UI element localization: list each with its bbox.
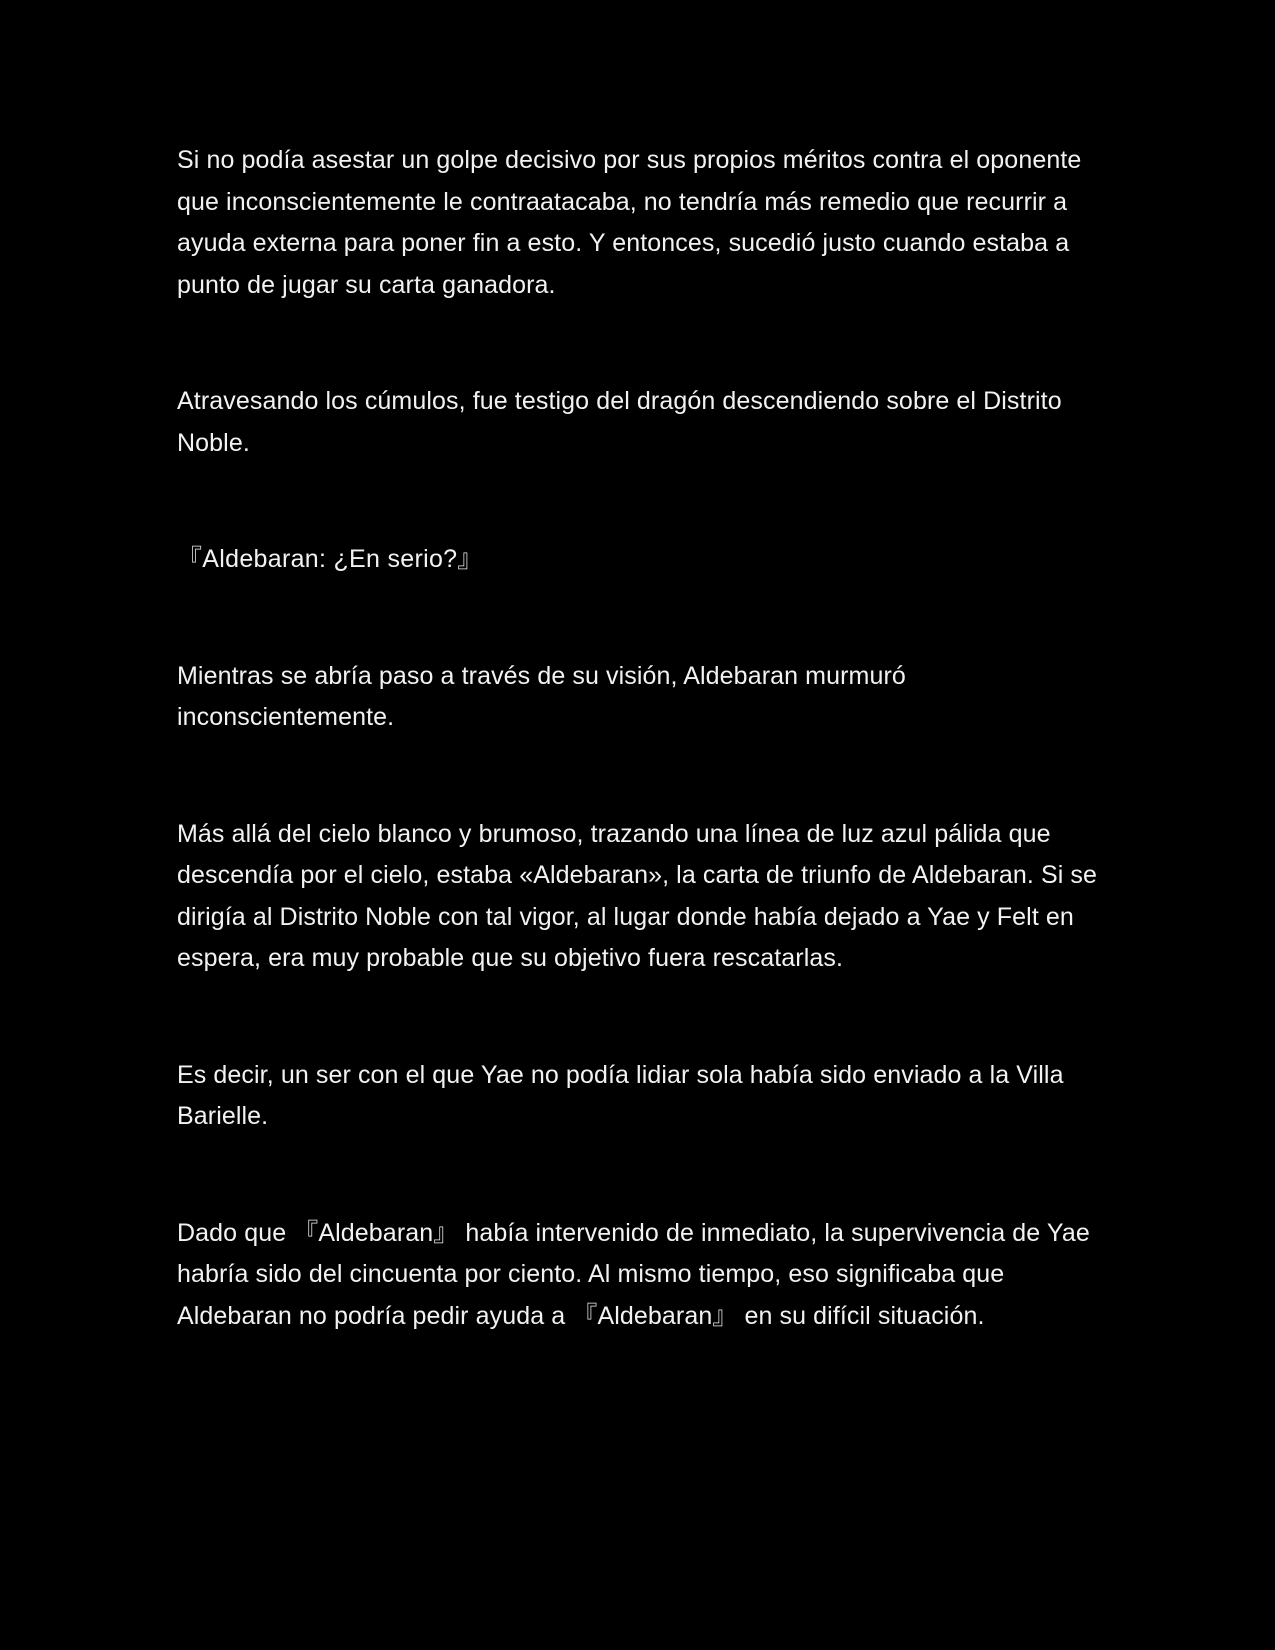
paragraph-2: Atravesando los cúmulos, fue testigo del dragón descendiendo sobre el Distrito Noble. — [177, 387, 1062, 457]
dialogue-line: 『Aldebaran: ¿En serio?』 — [177, 545, 483, 573]
paragraph-6: Es decir, un ser con el que Yae no podía lidiar sola había sido enviado a la Villa Barielle. — [177, 1060, 1064, 1130]
document-body — [177, 140, 1112, 1337]
paragraph-5: Más allá del cielo blanco y brumoso, trazando una línea de luz azul pálida que descendía por el cielo, estaba «Aldebaran», la carta de triunfo de Aldebaran. Si se dirigía al Distrito Noble con tal vigor, al lugar donde había dejado a Yae y Felt en espera, era muy probable que su objetivo fuera rescatarlas. — [177, 819, 1098, 972]
paragraph-4: Mientras se abría paso a través de su visión, Aldebaran murmuró inconscientemente. — [177, 661, 906, 731]
paragraph-1: Si no podía asestar un golpe decisivo por sus propios méritos contra el oponente que inconscientemente le contraatacaba, no tendría más remedio que recurrir a ayuda externa para poner fin a esto. Y entonces, sucedió justo cuando estaba a punto de jugar su carta ganadora. — [177, 146, 1082, 299]
paragraph-7: Dado que 『Aldebaran』 había intervenido de inmediato, la supervivencia de Yae habría sido del cincuenta por ciento. Al mismo tiempo, eso significaba que Aldebaran no podría pedir ayuda a 『Aldebaran』 en su difícil situación. — [177, 1218, 1090, 1330]
